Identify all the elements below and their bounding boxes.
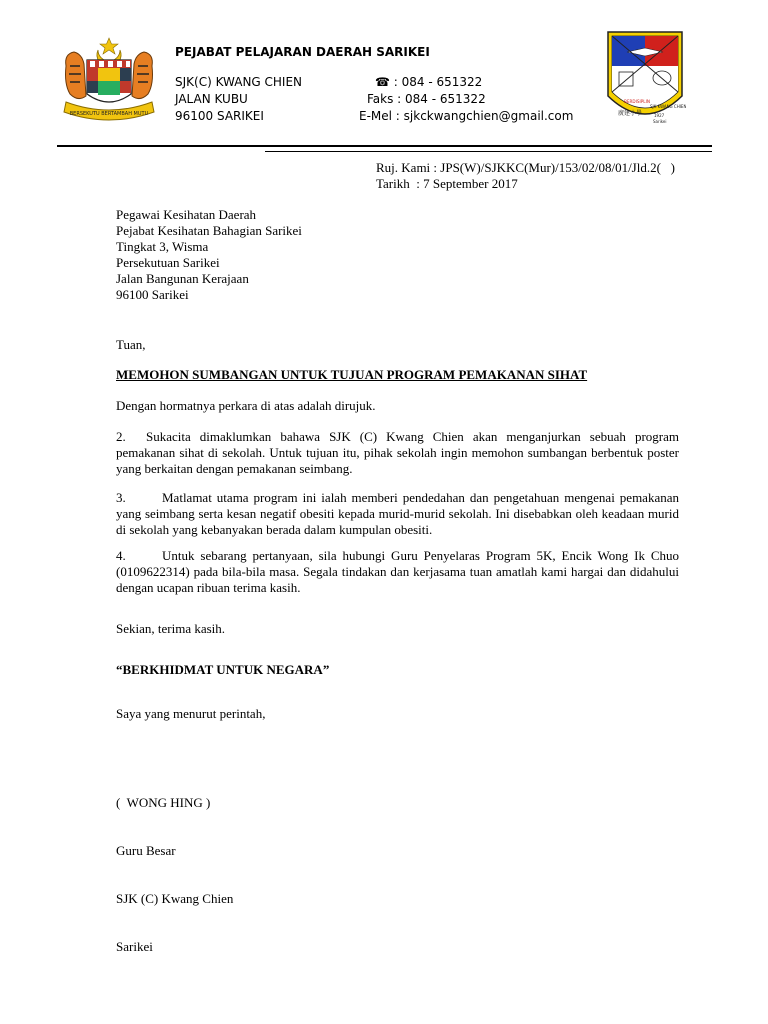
recipient-address <box>116 207 516 303</box>
paragraph-2 <box>116 429 679 477</box>
sign-off: Saya yang menurut perintah, <box>116 706 266 721</box>
recipient-line: Pegawai Kesihatan Daerah <box>116 207 257 222</box>
signatory-title: Guru Besar <box>116 843 176 858</box>
signatory-block <box>116 763 233 971</box>
paragraph-3 <box>116 490 679 538</box>
paragraph-text: Untuk sebarang pertanyaan, sila hubungi Guru Penyelaras Program 5K, Encik Wong Ik Chuo (0109622314) pada bila-bila masa. Segala tindakan dan kerjasama tuan amatlah kami hargai dan didahului dengan ucapan ribuan terima kasih. <box>116 548 679 595</box>
signatory-school: SJK (C) Kwang Chien <box>116 891 234 906</box>
coat-of-arms-motto: BERSEKUTU BERTAMBAH MUTU <box>69 111 149 117</box>
recipient-line: Jalan Bangunan Kerajaan <box>116 271 249 286</box>
school-crest-icon <box>604 26 686 132</box>
header-divider-thin <box>265 151 712 152</box>
crest-school-name: SJK KWANG CHIEN <box>650 104 686 109</box>
salutation: Tuan, <box>116 337 146 352</box>
letter-subject: MEMOHON SUMBANGAN UNTUK TUJUAN PROGRAM PEMAKANAN SIHAT <box>116 367 588 382</box>
intro-line: Dengan hormatnya perkara di atas adalah dirujuk. <box>116 398 376 413</box>
paragraph-text: Matlamat utama program ini ialah memberi pendedahan dan pengetahuan mengenai pemakanan yang seimbang serta kesan negatif obesiti kepada murid-murid sekolah. Ini disebabkan oleh keadaan murid di sekolah yang kebanyakan berada dalam kumpulan obesiti. <box>116 490 679 537</box>
paragraph-number: 4. <box>116 548 126 563</box>
phone-number: : 084 - 651322 <box>393 75 483 89</box>
recipient-line: Tingkat 3, Wisma <box>116 239 209 254</box>
header-divider <box>57 145 712 147</box>
crest-town: Sarikei <box>653 119 667 124</box>
malaysia-coat-of-arms-icon <box>60 36 158 124</box>
school-name: SJK(C) KWANG CHIEN <box>175 75 303 89</box>
fax-line: Faks : 084 - 651322 <box>367 92 486 106</box>
street-address: JALAN KUBU <box>175 92 248 106</box>
crest-chinese-name: 廣建小學 <box>618 110 643 117</box>
recipient-line: 96100 Sarikei <box>116 287 189 302</box>
signatory-name: ( WONG HING ) <box>116 795 211 810</box>
paragraph-text: Sukacita dimaklumkan bahawa SJK (C) Kwang Chien akan menganjurkan sebuah program pemakanan sihat di sekolah. Untuk tujuan itu, pihak sekolah ingin memohon sumbangan berbentuk poster yang berkaitan dengan pemakanan seimbang. <box>116 429 679 476</box>
paragraph-number: 3. <box>116 490 126 505</box>
crest-year: 1927 <box>654 113 665 118</box>
recipient-line: Persekutuan Sarikei <box>116 255 220 270</box>
phone-line <box>375 74 482 90</box>
letter-date: Tarikh : 7 September 2017 <box>376 176 518 191</box>
email-line: E-Mel : sjkckwangchien@gmail.com <box>359 109 574 123</box>
crest-motto: BERDISIPLIN <box>624 99 651 104</box>
signatory-city: Sarikei <box>116 939 153 954</box>
reference-number: Ruj. Kami : JPS(W)/SJKKC(Mur)/153/02/08/01/Jld.2( ) <box>376 160 676 175</box>
phone-icon: ☎ <box>375 75 390 89</box>
postcode-city: 96100 SARIKEI <box>175 109 264 123</box>
recipient-line: Pejabat Kesihatan Bahagian Sarikei <box>116 223 302 238</box>
paragraph-number: 2. <box>116 429 126 444</box>
office-name: PEJABAT PELAJARAN DAERAH SARIKEI <box>175 45 430 59</box>
paragraph-4 <box>116 548 679 596</box>
motto: “BERKHIDMAT UNTUK NEGARA” <box>116 662 330 677</box>
closing-line: Sekian, terima kasih. <box>116 621 226 636</box>
